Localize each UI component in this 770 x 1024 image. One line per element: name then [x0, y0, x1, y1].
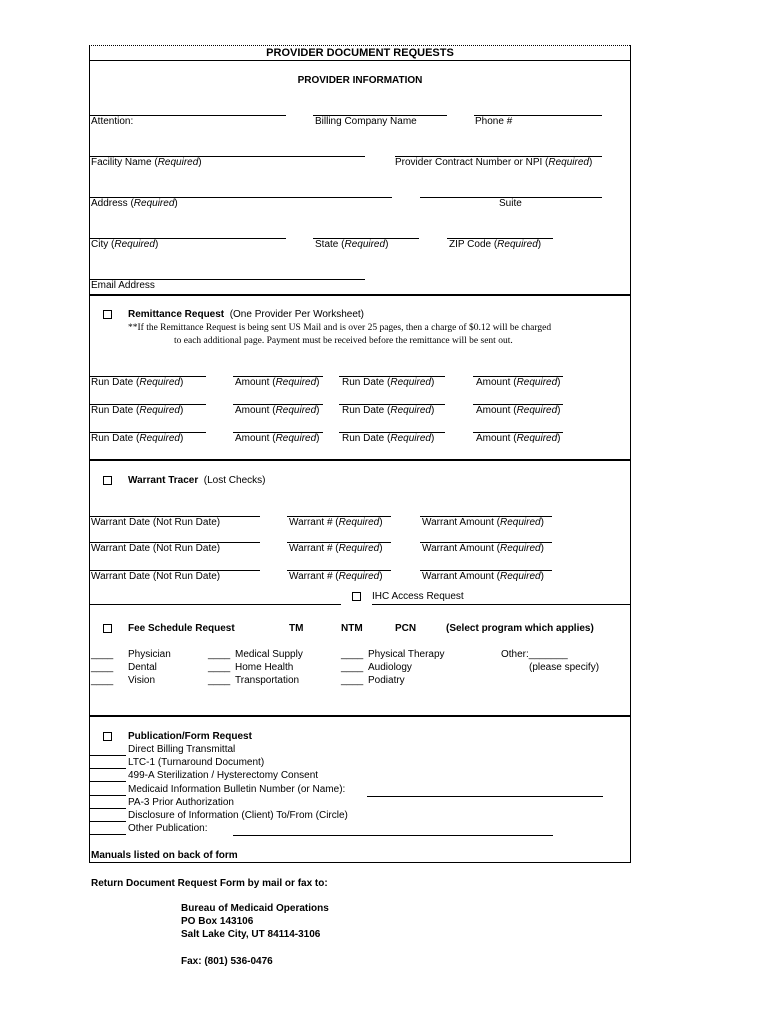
fee-blank[interactable]: ____ [341, 649, 364, 660]
return-heading: Return Document Request Form by mail or fax to: [91, 878, 328, 889]
return-address-2: PO Box 143106 [181, 916, 254, 927]
amount-label: Amount (Required) [235, 405, 320, 416]
other-publication-line[interactable] [233, 835, 553, 836]
warrant-number-label: Warrant # (Required) [289, 571, 383, 582]
publication-blank-line[interactable] [89, 834, 126, 835]
fee-option: Medical Supply [235, 649, 303, 660]
fee-ntm-label[interactable]: NTM [341, 623, 363, 634]
publication-item: Other Publication: [128, 823, 208, 835]
publication-item: 499-A Sterilization / Hysterectomy Consent [128, 770, 319, 782]
run-date-label: Run Date (Required) [91, 433, 184, 444]
remittance-checkbox[interactable] [103, 310, 112, 319]
contract-number-label: Provider Contract Number or NPI (Required) [395, 157, 593, 168]
bulletin-number-line[interactable] [367, 796, 603, 797]
fee-blank[interactable]: ____ [91, 662, 114, 673]
publication-checkbox[interactable] [103, 732, 112, 741]
run-date-label: Run Date (Required) [342, 433, 435, 444]
form-title: PROVIDER DOCUMENT REQUESTS [266, 47, 454, 59]
manuals-note: Manuals listed on back of form [91, 850, 238, 861]
publication-blank-line[interactable] [89, 781, 126, 782]
fee-option: Home Health [235, 662, 294, 673]
ihc-divider-right [372, 604, 630, 605]
fee-schedule-title: Fee Schedule Request [128, 623, 235, 634]
fee-select-note: (Select program which applies) [446, 623, 594, 634]
attention-label: Attention: [91, 116, 134, 127]
ihc-divider-left [89, 604, 341, 605]
publication-blank-line[interactable] [89, 821, 126, 822]
publication-blank-line[interactable] [89, 768, 126, 769]
publication-item: LTC-1 (Turnaround Document) [128, 757, 265, 769]
return-address-1: Bureau of Medicaid Operations [181, 903, 329, 914]
remittance-note-1: **If the Remittance Request is being sent US Mail and is over 25 pages, then a charge of $0.12 will be charged [128, 323, 552, 333]
warrant-number-label: Warrant # (Required) [289, 517, 383, 528]
fee-blank[interactable]: ____ [208, 662, 231, 673]
run-date-label: Run Date (Required) [342, 377, 435, 388]
publication-blank-line[interactable] [89, 755, 126, 756]
publication-item: Direct Billing Transmittal [128, 744, 236, 755]
ihc-label: IHC Access Request [372, 591, 464, 602]
amount-label: Amount (Required) [235, 377, 320, 388]
warrant-checkbox[interactable] [103, 476, 112, 485]
amount-label: Amount (Required) [476, 433, 561, 444]
remittance-note-2: to each additional page. Payment must be received before the remittance will be sent out. [174, 336, 513, 346]
provider-info-heading: PROVIDER INFORMATION [297, 75, 423, 86]
section-divider-remittance [89, 294, 631, 296]
run-date-label: Run Date (Required) [91, 405, 184, 416]
fee-pcn-label[interactable]: PCN [395, 623, 417, 634]
fee-option: Audiology [368, 662, 412, 673]
publication-item: Disclosure of Information (Client) To/From (Circle) [128, 810, 348, 821]
run-date-label: Run Date (Required) [91, 377, 184, 388]
fee-please-specify: (please specify) [529, 662, 600, 673]
amount-label: Amount (Required) [476, 377, 561, 388]
fee-option: Physical Therapy [368, 649, 445, 660]
fee-blank[interactable]: ____ [91, 649, 114, 660]
publication-blank-line[interactable] [89, 795, 126, 796]
warrant-date-label: Warrant Date (Not Run Date) [91, 543, 221, 554]
warrant-date-label: Warrant Date (Not Run Date) [91, 517, 221, 528]
fee-option: Physician [128, 649, 171, 660]
publication-item: Medicaid Information Bulletin Number (or Name): [128, 783, 346, 795]
facility-name-label: Facility Name (Required) [91, 157, 202, 168]
warrant-amount-label: Warrant Amount (Required) [422, 571, 544, 582]
amount-label: Amount (Required) [476, 405, 561, 416]
run-date-label: Run Date (Required) [342, 405, 435, 416]
fee-option: Transportation [235, 675, 300, 686]
zip-label: ZIP Code (Required) [449, 239, 542, 250]
fee-schedule-checkbox[interactable] [103, 624, 112, 633]
fee-option: Dental [128, 662, 157, 673]
fee-blank[interactable]: ____ [341, 662, 364, 673]
fee-blank[interactable]: ____ [91, 675, 114, 686]
warrant-number-label: Warrant # (Required) [289, 543, 383, 554]
return-fax: Fax: (801) 536-0476 [181, 956, 273, 967]
phone-label: Phone # [475, 116, 513, 127]
section-divider-publication [89, 715, 631, 717]
publication-blank-line[interactable] [89, 808, 126, 809]
suite-label: Suite [499, 198, 522, 209]
state-label: State (Required) [315, 239, 389, 250]
publication-title: Publication/Form Request [128, 731, 252, 742]
address-label: Address (Required) [91, 198, 178, 209]
billing-company-label: Billing Company Name [315, 116, 417, 127]
email-label: Email Address [91, 280, 155, 291]
city-label: City (Required) [91, 239, 159, 250]
warrant-amount-label: Warrant Amount (Required) [422, 543, 544, 554]
ihc-checkbox[interactable] [352, 592, 361, 601]
fee-option: Podiatry [368, 675, 405, 686]
fee-blank[interactable]: ____ [208, 649, 231, 660]
fee-other[interactable]: Other:_______ [501, 649, 568, 660]
warrant-date-label: Warrant Date (Not Run Date) [91, 571, 221, 582]
warrant-amount-label: Warrant Amount (Required) [422, 517, 544, 528]
remittance-title: Remittance Request (One Provider Per Worksheet) [128, 309, 365, 320]
fee-option: Vision [128, 675, 156, 686]
fee-blank[interactable]: ____ [208, 675, 231, 686]
warrant-title: Warrant Tracer (Lost Checks) [128, 475, 266, 486]
publication-item: PA-3 Prior Authorization [128, 796, 234, 808]
return-address-3: Salt Lake City, UT 84114-3106 [181, 929, 321, 940]
amount-label: Amount (Required) [235, 433, 320, 444]
form-bottom-border [89, 862, 631, 863]
fee-tm-label[interactable]: TM [289, 623, 304, 634]
section-divider-warrant [89, 459, 631, 461]
title-divider [89, 60, 631, 61]
fee-blank[interactable]: ____ [341, 675, 364, 686]
